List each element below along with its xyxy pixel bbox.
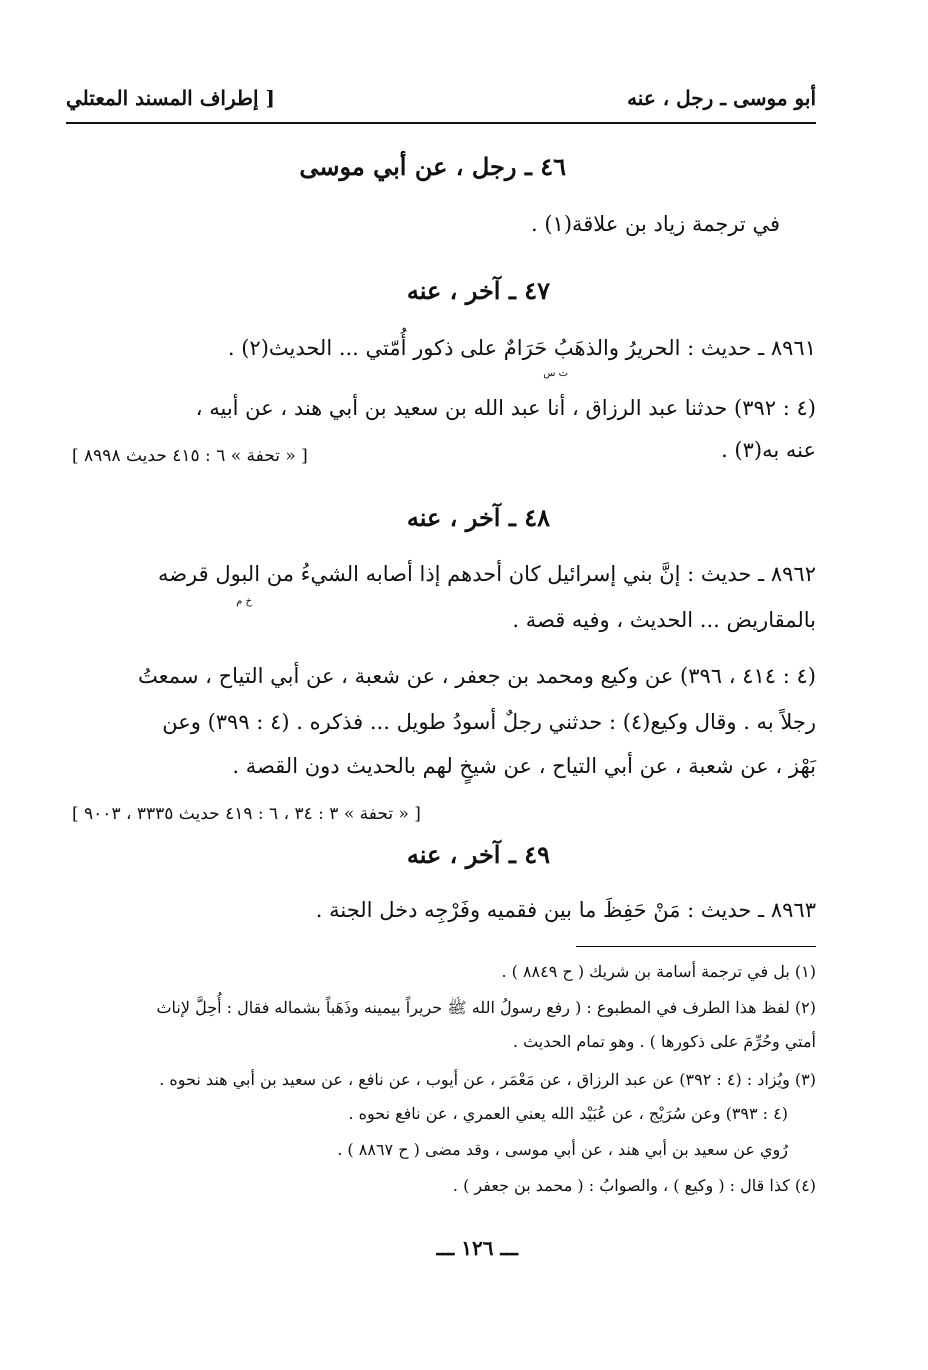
footnote-3-line-1: (٣) ويُزاد : (٤ : ٣٩٢) عن عبد الرزاق ، عن مَعْمَر ، عن أيوب ، عن نافع ، عن سعيد بن أبي هند نحوه . [159,1070,816,1089]
hadith-8962-isnad-line-2: رجلاً به . وقال وكيع(٤) : حدثني رجلٌ أسودُ طويل ... فذكره . (٤ : ٣٩٩) وعن [162,710,816,734]
footnote-separator [576,946,816,947]
hadith-8962-sigla: خ م [236,596,252,607]
section-48-title: ٤٨ ـ آخر ، عنه [406,503,550,532]
running-header-book-title: [ إطراف المسند المعتلي [66,86,275,110]
footnote-3-line-3: رُوي عن سعيد بن أبي هند ، عن أبي موسى ، وقد مضى ( ح ٨٨٦٧ ) . [337,1140,788,1159]
footnote-2-line-2: أمتي وحُرِّمَ على ذكورها ) . وهو تمام الحديث . [512,1032,816,1051]
running-header-chapter: أبو موسى ـ رجل ، عنه [627,86,816,110]
section-46-title: ٤٦ ـ رجل ، عن أبي موسى [299,152,566,181]
page-number: ـــ ١٢٦ ـــ [436,1236,518,1260]
hadith-8961-sigla: ت س [543,368,568,379]
hadith-8962-isnad-line-1: (٤ : ٤١٤ ، ٣٩٦) عن وكيع ومحمد بن جعفر ، عن شعبة ، عن أبي التياح ، سمعتُ [137,664,816,688]
footnote-3-line-2: (٤ : ٣٩٣) وعن سُرَيْج ، عن عُبَيْد الله يعني العمري ، عن نافع نحوه . [348,1104,788,1123]
section-46-text: في ترجمة زياد بن علاقة(١) . [530,212,780,236]
header-rule [66,122,816,124]
hadith-8961-tuhfa-ref: [ « تحفة » ٦ : ٤١٥ حديث ٨٩٩٨ ] [72,446,308,466]
hadith-8962-text-line-1: ٨٩٦٢ ـ حديث : إنَّ بني إسرائيل كان أحدهم إذا أصابه الشيءُ من البول قرضه [157,562,816,586]
footnote-1: (١) بل في ترجمة أسامة بن شريك ( ح ٨٨٤٩ ) . [501,962,816,981]
footnote-2-line-1: (٢) لفظ هذا الطرف في المطبوع : ( رفع رسولُ الله ﷺ حريراً بيمينه وذَهَباً بشماله فقال : أُحِلَّ لإناث [156,998,816,1017]
hadith-8961-isnad-line-2: عنه به(٣) . [721,438,816,462]
hadith-8961-text: ٨٩٦١ ـ حديث : الحريرُ والذهَبُ حَرَامٌ على ذكور أُمّتي ... الحديث(٢) . [227,336,816,360]
footnote-4: (٤) كذا قال : ( وكيع ) ، والصوابُ : ( محمد بن جعفر ) . [452,1176,816,1195]
section-47-title: ٤٧ ـ آخر ، عنه [406,276,550,305]
hadith-8962-isnad-line-3: بَهْز ، عن شعبة ، عن أبي التياح ، عن شيخٍ لهم بالحديث دون القصة . [232,754,816,778]
hadith-8963-text: ٨٩٦٣ ـ حديث : مَنْ حَفِظَ ما بين فقميه وفَرْجِه دخل الجنة . [315,898,816,922]
section-49-title: ٤٩ ـ آخر ، عنه [406,840,550,869]
hadith-8961-isnad-line-1: (٤ : ٣٩٢) حدثنا عبد الرزاق ، أنا عبد الله بن سعيد بن أبي هند ، عن أبيه ، [195,396,816,420]
hadith-8962-tuhfa-ref: [ « تحفة » ٣ : ٣٤ ، ٦ : ٤١٩ حديث ٣٣٣٥ ، ٩٠٠٣ ] [72,804,421,824]
hadith-8962-text-line-2: بالمقاريض ... الحديث ، وفيه قصة . [512,608,816,632]
